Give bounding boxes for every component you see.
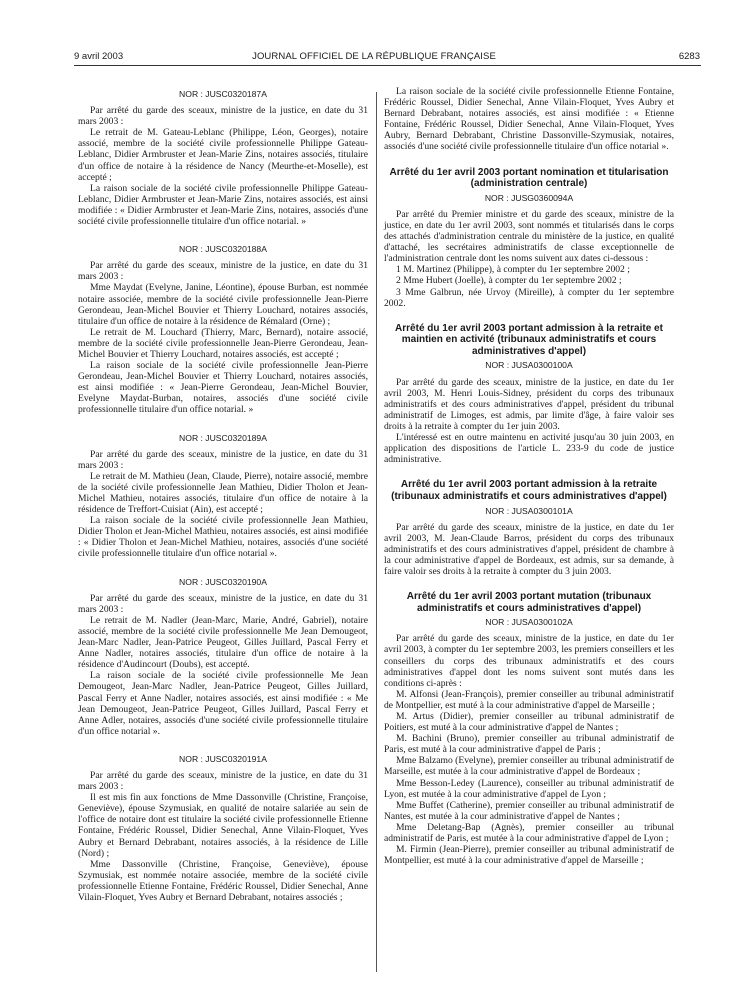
nor-reference: NOR : JUSG0360094A xyxy=(484,192,574,203)
nor-reference: NOR : JUSC0320187A xyxy=(179,89,267,99)
decree-title: Arrêté du 1er avril 2003 portant admission à la retraite et maintien en activité (tribunaux administratifs et cours administratives d'appel) xyxy=(395,322,663,357)
header-date: 9 avril 2003 xyxy=(74,51,124,62)
right-column xyxy=(384,86,674,866)
paragraph: Par arrêté du garde des sceaux, ministre de la justice, en date du 31 mars 2003 : xyxy=(78,448,368,471)
paragraph: Le retrait de M. Nadler (Jean-Marc, Marie, André, Gabriel), notaire associé, membre de la société civile professionnelle Me Jean Demougeot, Jean-Marc Nadler, Jean-Patrice Peugeot, Gilles Juillard, Pascal Ferry et Anne Nadler, notaires associés, titulaire d'un office de notaire à la résidence d'Audincourt (Doubs), est accepté. xyxy=(78,614,368,671)
list-item: 1 M. Martinez (Philippe), à compter du 1er septembre 2002 ; xyxy=(396,264,630,276)
section-spacer xyxy=(384,577,674,591)
paragraph: Par arrêté du garde des sceaux, ministre de la justice, en date du 31 mars 2003 : xyxy=(78,769,368,793)
list-item: 2 Mme Hubert (Joelle), à compter du 1er septembre 2002 ; xyxy=(396,275,622,287)
paragraph: Par arrêté du Premier ministre et du garde des sceaux, ministre de la justice, en date du 1er avril 2003, sont nommés et titularisés dans le corps des attachés d'administration centrale du ministère de la justice, en qualité d'attaché, les secrétaires administratifs de classe exceptionnelle de l'administration centrale dont les noms suivent aux dates ci-dessous : xyxy=(384,208,674,265)
section-spacer xyxy=(78,416,368,430)
decree-title: Arrêté du 1er avril 2003 portant nomination et titularisation (administration centrale) xyxy=(389,166,669,190)
section-spacer xyxy=(384,153,674,167)
nor-reference: NOR : JUSC0320188A xyxy=(179,244,267,255)
section-spacer xyxy=(78,737,368,751)
paragraph: Par arrêté du garde des sceaux, ministre de la justice, en date du 31 mars 2003 : xyxy=(78,260,368,283)
decree-title: Arrêté du 1er avril 2003 portant admission à la retraite (tribunaux administratifs et cours administratives d'appel) xyxy=(391,479,667,502)
paragraph: L'intéressé est en outre maintenu en activité jusqu'au 30 juin 2003, en application des dispositions de l'article L. 233-9 du code de justice administrative. xyxy=(384,432,674,466)
paragraph: La raison sociale de la société civile professionnelle Me Jean Demougeot, Jean-Marc Nadler, Jean-Patrice Peugeot, Gilles Juillard, Pascal Ferry et Anne Nadler, notaires associés, est ainsi modifiée : « Me Jean Demougeot, Jean-Patrice Peugeot, Gilles Juillard, Pascal Ferry et Anne Adler, notaires, associés d'une société civile professionnelle titulaire d'un office notarial ». xyxy=(78,670,368,737)
decree-title: Arrêté du 1er avril 2003 portant mutation (tribunaux administratifs et cours administratives d'appel) xyxy=(406,591,652,614)
paragraph: Mme Balzamo (Evelyne), premier conseiller au tribunal administratif de Marseille, est mutée à la cour administrative d'appel de Bordeaux ; xyxy=(384,755,674,778)
paragraph: Par arrêté du garde des sceaux, ministre de la justice, en date du 1er avril 2003, à compter du 1er septembre 2003, les premiers conseillers et les conseillers du corps des tribunaux administratifs et des cours administratives d'appel dont les noms suivent sont mutés dans les conditions ci-après : xyxy=(384,633,674,689)
paragraph: Mme Besson-Ledey (Laurence), conseiller au tribunal administratif de Lyon, est mutée à la cour administrative d'appel de Lyon ; xyxy=(384,777,674,800)
paragraph: Le retrait de M. Gateau-Leblanc (Philippe, Léon, Georges), notaire associé, membre de la société civile professionnelle Philippe Gateau-Leblanc, Didier Armbruster et Jean-Marie Zins, notaires associés, titulaire d'un office de notaire à la résidence de Nancy (Meurthe-et-Moselle), est accepté ; xyxy=(78,127,368,183)
nor-reference: NOR : JUSA0300102A xyxy=(485,617,573,628)
paragraph: Mme Buffet (Catherine), premier conseiller au tribunal administratif de Nantes, est mutée à la cour administrative d'appel de Nantes ; xyxy=(384,799,674,822)
nor-reference: NOR : JUSA0300101A xyxy=(485,505,573,516)
header-rule xyxy=(74,65,701,66)
paragraph: La raison sociale de la société civile professionnelle Jean-Pierre Gerondeau, Jean-Michel Bouvier et Thierry Louchard, notaires associés, est ainsi modifiée : « Jean-Pierre Gerondeau, Jean-Michel Bouvier, Evelyne Maydat-Burban, notaires, associés d'une société civile professionnelle titulaire d'un office notarial. » xyxy=(78,360,368,416)
section-spacer xyxy=(384,465,674,479)
section-spacer xyxy=(384,309,674,323)
header-journal-title: JOURNAL OFFICIEL DE LA RÉPUBLIQUE FRANÇAISE xyxy=(252,51,496,62)
paragraph: Il est mis fin aux fonctions de Mme Dassonville (Christine, Françoise, Geneviève), épouse Szymusiak, en qualité de notaire salariée au sein de l'office de notaire dont est titulaire la société civile professionnelle Etienne Fontaine, Frédéric Roussel, Didier Senechal, Anne Vilain-Floquet, Yves Aubry et Bernard Debrabant, notaires associés, à la résidence de Lille (Nord) ; xyxy=(78,792,368,859)
section-spacer xyxy=(78,560,368,574)
page-header xyxy=(0,0,748,90)
header-page-number: 6283 xyxy=(678,51,700,62)
paragraph: Le retrait de M. Mathieu (Jean, Claude, Pierre), notaire associé, membre de la société civile professionnelle Jean Mathieu, Didier Tholon et Jean-Michel Mathieu, notaires associés, titulaire d'un office de notaire à la résidence de Treffort-Cuisiat (Ain), est accepté ; xyxy=(78,470,368,516)
left-column xyxy=(78,86,368,903)
paragraph: Mme Deletang-Bap (Agnès), premier conseiller au tribunal administratif de Paris, est mutée à la cour administrative d'appel de Lyon ; xyxy=(384,821,674,845)
paragraph: La raison sociale de la société civile professionnelle Jean Mathieu, Didier Tholon et Jean-Michel Mathieu, notaires associés, est ainsi modifiée : « Didier Tholon et Jean-Michel Mathieu, notaires, associés d'une société civile professionnelle titulaire d'un office notarial ». xyxy=(78,515,368,560)
paragraph: M. Artus (Didier), premier conseiller au tribunal administratif de Poitiers, est muté à la cour administrative d'appel de Nantes ; xyxy=(384,711,674,734)
column-divider xyxy=(376,92,377,972)
paragraph: Par arrêté du garde des sceaux, ministre de la justice, en date du 31 mars 2003 : xyxy=(78,592,368,615)
paragraph: Par arrêté du garde des sceaux, ministre de la justice, en date du 1er avril 2003, M. Henri Louis-Sidney, président du corps des tribunaux administratifs et des cours administratives d'appel, président du tribunal administratif de Limoges, est admis, par limite d'âge, à faire valoir ses droits à la retraite à compter du 1er juin 2003. xyxy=(384,376,674,432)
paragraph: Mme Maydat (Evelyne, Janine, Léontine), épouse Burban, est nommée notaire associée, membre de la société civile professionnelle Jean-Pierre Gerondeau, Jean-Michel Bouvier et Thierry Louchard, notaires associés, titulaire d'un office de notaire à la résidence de Rémalard (Orne) ; xyxy=(78,282,368,327)
nor-reference: NOR : JUSC0320189A xyxy=(179,432,267,443)
paragraph: M. Bachini (Bruno), premier conseiller au tribunal administratif de Paris, est muté à la cour administrative d'appel de Paris ; xyxy=(384,733,674,756)
section-spacer xyxy=(78,227,368,241)
paragraph: Par arrêté du garde des sceaux, ministre de la justice, en date du 1er avril 2003, M. Jean-Claude Barros, président du corps des tribunaux administratifs et des cours administratives d'appel, président de chambre à la cour administrative d'appel de Bordeaux, est admis, sur sa demande, à faire valoir ses droits à la retraite à compter du 3 juin 2003. xyxy=(384,521,674,577)
paragraph: Le retrait de M. Louchard (Thierry, Marc, Bernard), notaire associé, membre de la société civile professionnelle Jean-Pierre Gerondeau, Jean-Michel Bouvier et Thierry Louchard, notaires associés, est accepté ; xyxy=(78,326,368,360)
paragraph: Mme Dassonville (Christine, Françoise, Geneviève), épouse Szymusiak, est nommée notaire associée, membre de la société civile professionnelle Etienne Fontaine, Frédéric Roussel, Didier Senechal, Anne Vilain-Floquet, Yves Aubry et Bernard Debrabant, notaires associés ; xyxy=(78,858,368,903)
paragraph: Par arrêté du garde des sceaux, ministre de la justice, en date du 31 mars 2003 : xyxy=(78,105,368,128)
paragraph: La raison sociale de la société civile professionnelle Philippe Gateau-Leblanc, Didier Armbruster et Jean-Marie Zins, notaires associés, est ainsi modifiée : « Didier Armbruster et Jean-Marie Zins, notaires, associés d'une société civile professionnelle titulaire d'un office notarial. » xyxy=(78,182,368,228)
paragraph: M. Alfonsi (Jean-François), premier conseiller au tribunal administratif de Montpellier, est muté à la cour administrative d'appel de Marseille ; xyxy=(384,688,674,711)
nor-reference: NOR : JUSC0320191A xyxy=(179,753,267,764)
paragraph: M. Firmin (Jean-Pierre), premier conseiller au tribunal administratif de Montpellier, est muté à la cour administrative d'appel de Marseille ; xyxy=(384,844,674,867)
paragraph: La raison sociale de la société civile professionnelle Etienne Fontaine, Frédéric Roussel, Didier Senechal, Anne Vilain-Floquet, Yves Aubry et Bernard Debrabant, notaires associés, est ainsi modifiée : « Etienne Fontaine, Frédéric Roussel, Didier Senechal, Anne Vilain-Floquet, Yves Aubry, Bernard Debrabant, Christine Dassonville-Szymusiak, notaires, associés d'une société civile professionnelle titulaire d'un office notarial ». xyxy=(384,86,674,153)
nor-reference: NOR : JUSA0300100A xyxy=(485,360,573,371)
nor-reference: NOR : JUSC0320190A xyxy=(179,576,267,587)
list-item: 3 Mme Galbrun, née Urvoy (Mireille), à compter du 1er septembre 2002. xyxy=(384,286,674,309)
